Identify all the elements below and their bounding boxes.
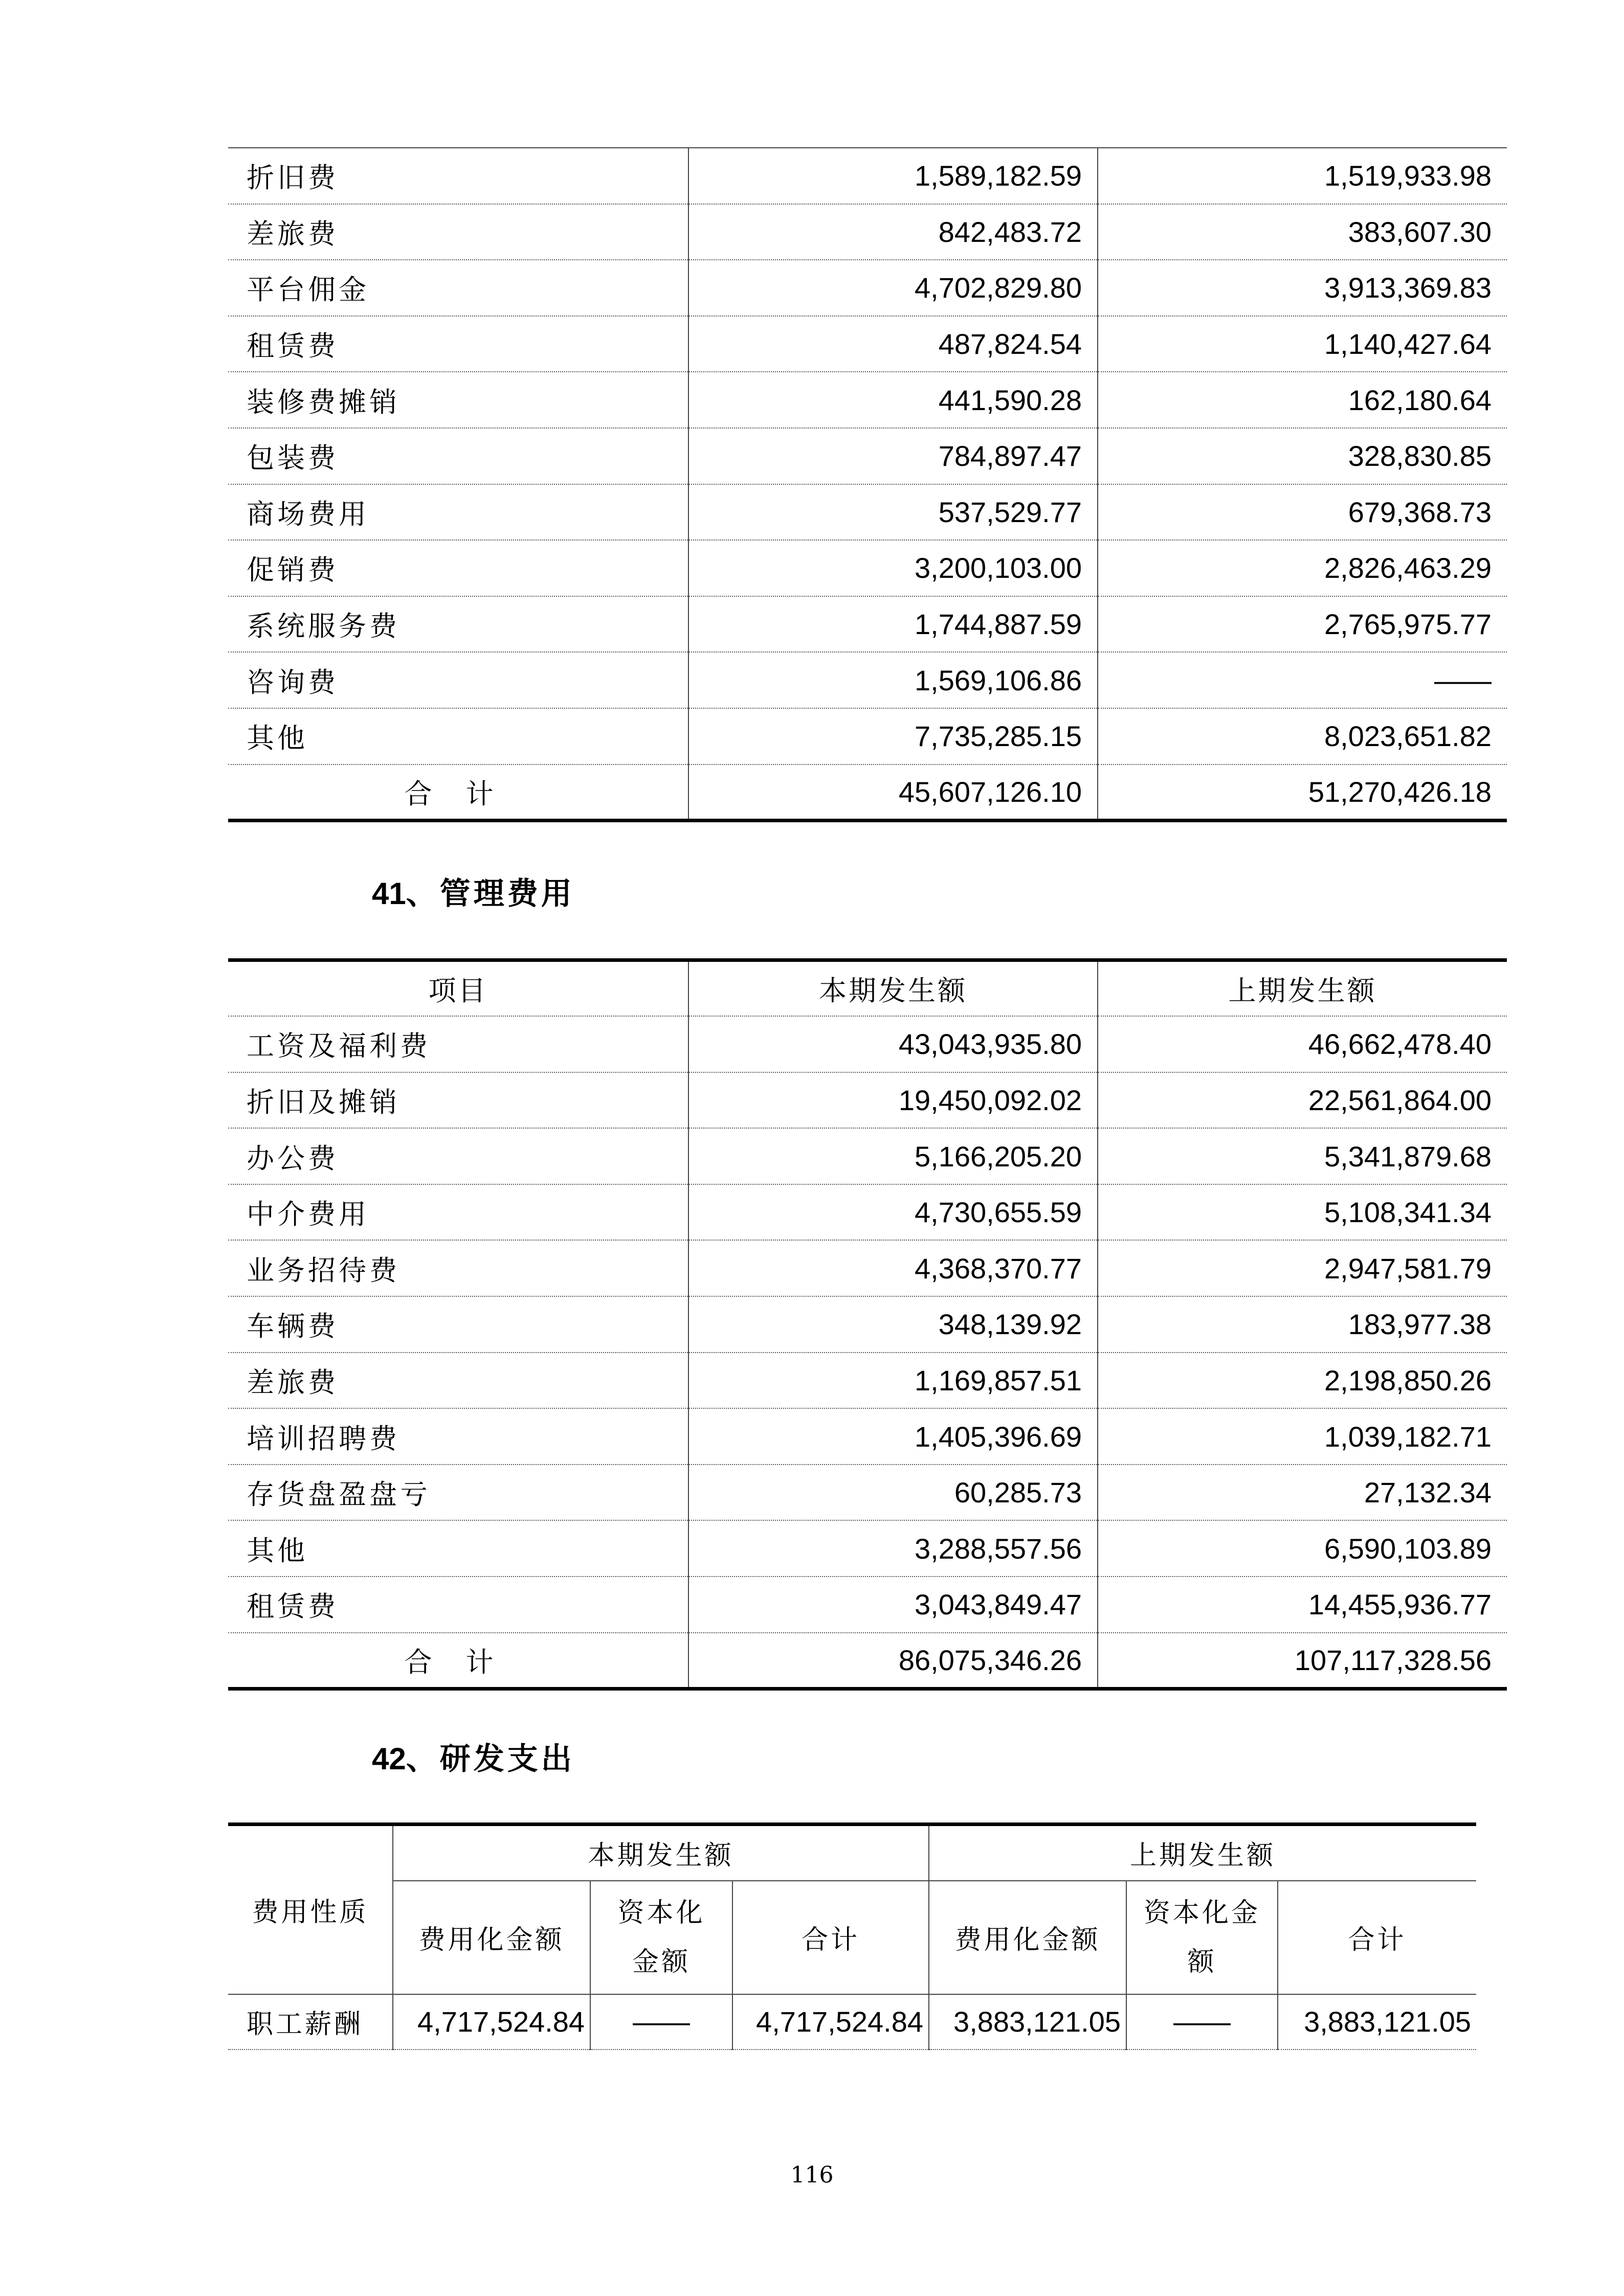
table-row [228,204,1507,260]
section-42-heading [372,1735,575,1779]
row-prior: 2,198,850.26 [1098,1353,1507,1409]
rd-cur-total: 4,717,524.84 [732,1994,929,2050]
row-prior: 1,039,182.71 [1098,1408,1507,1465]
row-current: 3,200,103.00 [688,540,1098,596]
sub-capitalized-prior [1126,1881,1278,1994]
row-item: 包装费 [228,428,688,484]
row-current: 1,744,887.59 [688,596,1098,652]
selling-expense-body [228,148,1507,820]
row-item: 折旧及摊销 [228,1072,688,1129]
header-item: 项目 [228,960,688,1017]
table-row [228,540,1507,596]
sub-capitalized-current [590,1881,732,1994]
table-row [228,652,1507,708]
row-current: 3,288,557.56 [688,1520,1098,1577]
row-current: 4,702,829.80 [688,260,1098,316]
row-current: 7,735,285.15 [688,708,1098,764]
row-item: 其他 [228,708,688,764]
admin-expense-body [228,960,1507,1689]
section-41-title: 、管理费用 [406,876,575,912]
row-current: 4,730,655.59 [688,1184,1098,1241]
table-row [228,1353,1507,1409]
row-current: 1,405,396.69 [688,1408,1098,1465]
rd-cur-expensed: 4,717,524.84 [393,1994,590,2050]
total-row [228,764,1507,821]
row-current: 5,166,205.20 [688,1128,1098,1184]
table-row [228,484,1507,541]
row-prior: 679,368.73 [1098,484,1507,541]
table-row [228,1520,1507,1577]
section-42-number: 42 [372,1742,406,1776]
row-current: 43,043,935.80 [688,1016,1098,1072]
row-item: 培训招聘费 [228,1408,688,1465]
row-prior: 328,830.85 [1098,428,1507,484]
admin-expense-header-row [228,960,1507,1017]
row-item: 租赁费 [228,1577,688,1633]
row-current: 4,368,370.77 [688,1240,1098,1296]
selling-expense-table [228,147,1507,822]
sub-expensed-current: 费用化金额 [393,1881,590,1994]
admin-expense-table [228,958,1507,1691]
row-current: 3,043,849.47 [688,1577,1098,1633]
sub-expensed-prior: 费用化金额 [929,1881,1126,1994]
section-41-heading [372,869,575,913]
row-prior: 1,519,933.98 [1098,148,1507,204]
rd-row-item: 职工薪酬 [228,1994,393,2050]
row-prior: 2,947,581.79 [1098,1240,1507,1296]
row-current: 537,529.77 [688,484,1098,541]
row-item: 差旅费 [228,204,688,260]
total-label: 合 计 [228,764,688,821]
table-row [228,596,1507,652]
row-prior: 2,765,975.77 [1098,596,1507,652]
total-label: 合 计 [228,1633,688,1689]
row-prior: 14,455,936.77 [1098,1577,1507,1633]
table-row [228,260,1507,316]
sub-capitalized-prior-l2: 额 [1187,1946,1217,1977]
table-row [228,316,1507,372]
header-prior-period: 上期发生额 [929,1825,1476,1881]
row-prior: 183,977.38 [1098,1296,1507,1353]
table-row [228,708,1507,764]
table-row [228,1072,1507,1129]
table-row [228,1408,1507,1465]
row-prior: 6,590,103.89 [1098,1520,1507,1577]
rd-prior-total: 3,883,121.05 [1278,1994,1476,2050]
row-current: 1,569,106.86 [688,652,1098,708]
rd-expenditure-table [228,1822,1476,2050]
row-prior: 3,913,369.83 [1098,260,1507,316]
row-current: 441,590.28 [688,372,1098,428]
sub-capitalized-current-l2: 金额 [632,1946,691,1977]
rd-header-row-1 [228,1825,1476,1881]
section-42-title: 、研发支出 [406,1741,575,1777]
row-current: 842,483.72 [688,204,1098,260]
row-prior: 27,132.34 [1098,1465,1507,1521]
table-row [228,1016,1507,1072]
row-current: 1,589,182.59 [688,148,1098,204]
row-prior: 5,108,341.34 [1098,1184,1507,1241]
table-row [228,1184,1507,1241]
row-prior: 162,180.64 [1098,372,1507,428]
row-item: 车辆费 [228,1296,688,1353]
row-item: 系统服务费 [228,596,688,652]
total-row [228,1633,1507,1689]
row-item: 中介费用 [228,1184,688,1241]
header-current: 本期发生额 [688,960,1098,1017]
row-current: 19,450,092.02 [688,1072,1098,1129]
row-current: 60,285.73 [688,1465,1098,1521]
table-row [228,372,1507,428]
row-current: 1,169,857.51 [688,1353,1098,1409]
row-item: 折旧费 [228,148,688,204]
rd-prior-capitalized: —— [1126,1994,1278,2050]
row-current: 348,139.92 [688,1296,1098,1353]
sub-capitalized-current-l1: 资本化 [617,1897,705,1928]
table-row [228,1994,1476,2050]
row-current: 784,897.47 [688,428,1098,484]
rd-prior-expensed: 3,883,121.05 [929,1994,1126,2050]
table-row [228,1577,1507,1633]
page-number: 116 [790,2162,834,2188]
row-item: 办公费 [228,1128,688,1184]
row-item: 咨询费 [228,652,688,708]
total-current: 86,075,346.26 [688,1633,1098,1689]
row-item: 促销费 [228,540,688,596]
section-41-number: 41 [372,876,406,911]
row-item: 租赁费 [228,316,688,372]
row-item: 差旅费 [228,1353,688,1409]
table-row [228,1465,1507,1521]
row-item: 装修费摊销 [228,372,688,428]
row-item: 业务招待费 [228,1240,688,1296]
rd-cur-capitalized: —— [590,1994,732,2050]
table-row [228,1128,1507,1184]
table-row [228,428,1507,484]
row-prior: 8,023,651.82 [1098,708,1507,764]
row-item: 商场费用 [228,484,688,541]
row-item: 存货盘盈盘亏 [228,1465,688,1521]
row-prior: 22,561,864.00 [1098,1072,1507,1129]
row-prior: 2,826,463.29 [1098,540,1507,596]
total-prior: 107,117,328.56 [1098,1633,1507,1689]
rd-header-row-2 [228,1881,1476,1994]
row-prior: 5,341,879.68 [1098,1128,1507,1184]
sub-total-prior: 合计 [1278,1881,1476,1994]
header-nature: 费用性质 [228,1825,393,1994]
row-item: 其他 [228,1520,688,1577]
row-current: 487,824.54 [688,316,1098,372]
header-current-period: 本期发生额 [393,1825,929,1881]
row-prior: —— [1098,652,1507,708]
row-item: 平台佣金 [228,260,688,316]
table-row [228,1240,1507,1296]
row-prior: 46,662,478.40 [1098,1016,1507,1072]
row-prior: 383,607.30 [1098,204,1507,260]
sub-capitalized-prior-l1: 资本化金 [1144,1897,1261,1928]
total-prior: 51,270,426.18 [1098,764,1507,821]
table-row [228,1296,1507,1353]
total-current: 45,607,126.10 [688,764,1098,821]
row-item: 工资及福利费 [228,1016,688,1072]
row-prior: 1,140,427.64 [1098,316,1507,372]
header-prior: 上期发生额 [1098,960,1507,1017]
table-row [228,148,1507,204]
sub-total-current: 合计 [732,1881,929,1994]
